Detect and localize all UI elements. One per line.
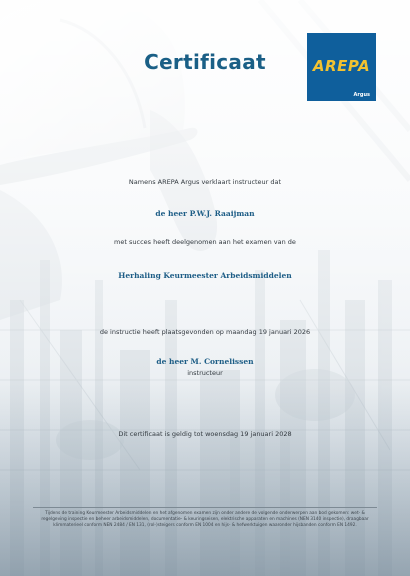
logo-subtitle: Argus [353, 92, 370, 98]
course-name: Herhaling Keurmeester Arbeidsmiddelen [118, 271, 292, 280]
footer-divider [33, 507, 377, 508]
footer-topics-text: Tijdens de training Keurmeester Arbeidsmiddelen en het afgenomen examen zijn onder andere de volgende onderwerpen aan bod gekomen: wet- & regelgeving inspectie en beheer arbeidsmiddelen, documentatie- & keuringseisen, elektrische apparaten en machines (NEN 3140 inspectie), draagbaar klimmaterieel conform NEN 2484 / EN 131, (rol-)steigers conform EN 1004 en hijs- & hefwerktuigen waaronder hijsbanden conform EN 1492. [41, 511, 369, 528]
instructor-role: instructeur [187, 369, 223, 377]
arepa-logo [307, 33, 376, 101]
participation-text: met succes heeft deelgenomen aan het examen van de [114, 238, 296, 246]
instruction-date-text: de instructie heeft plaatsgevonden op maandag 19 januari 2026 [99, 328, 311, 336]
validity-text: Dit certificaat is geldig tot woensdag 19 januari 2028 [118, 430, 292, 438]
instructor-name: de heer M. Cornelissen [156, 357, 254, 366]
intro-text: Namens AREPA Argus verklaart instructeur dat [128, 178, 282, 186]
recipient-name: de heer P.W.J. Raaijman [155, 209, 255, 218]
certificate-title: Certificaat [144, 50, 266, 74]
logo-wordmark: AREPA [312, 57, 371, 75]
